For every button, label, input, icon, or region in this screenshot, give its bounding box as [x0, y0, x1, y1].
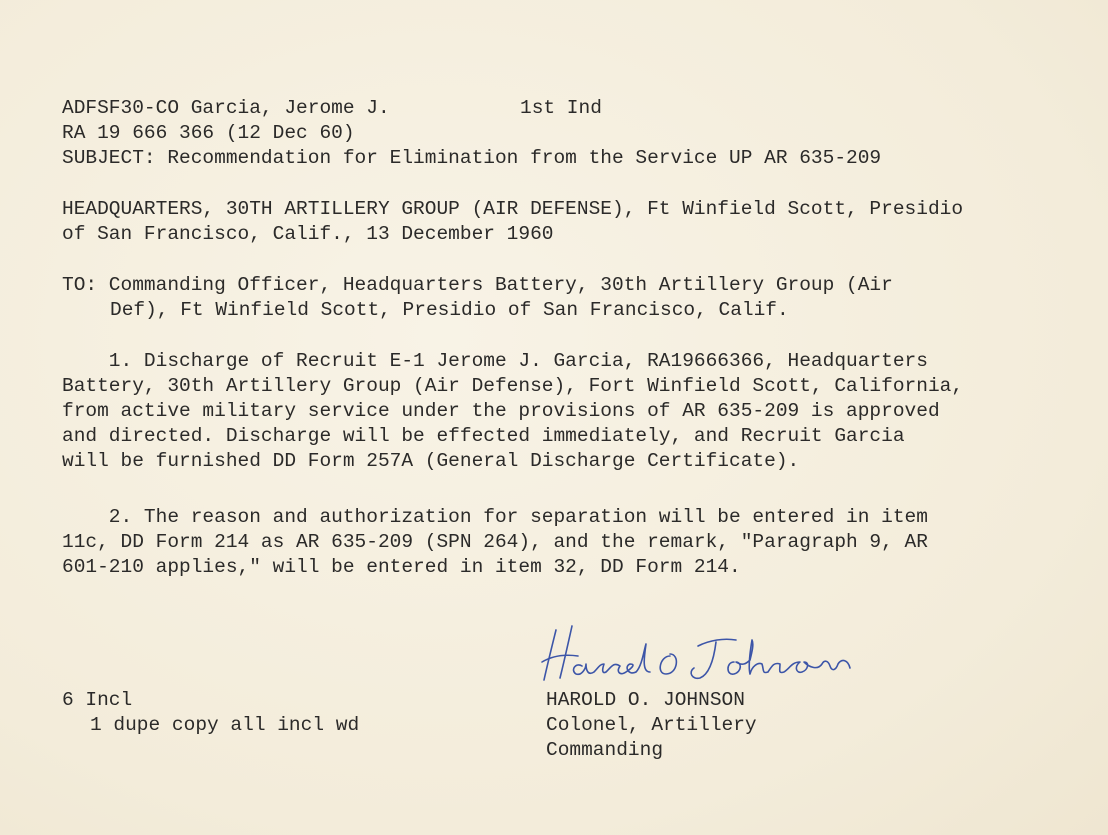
enclosure-note: 1 dupe copy all incl wd [90, 714, 360, 736]
to-line-1: TO: Commanding Officer, Headquarters Battery, 30th Artillery Group (Air [62, 274, 893, 296]
origin-line-2: of San Francisco, Calif., 13 December 1960 [62, 223, 554, 245]
origin-line-1: HEADQUARTERS, 30TH ARTILLERY GROUP (AIR DEFENSE), Ft Winfield Scott, Presidio [62, 198, 964, 220]
enclosure-count: 6 Incl [62, 689, 133, 711]
signer-rank: Colonel, Artillery [546, 714, 757, 736]
signature-icon [538, 622, 878, 694]
paragraph-1-line: from active military service under the provisions of AR 635-209 is approved [62, 400, 940, 422]
paragraph-2-line: 11c, DD Form 214 as AR 635-209 (SPN 264), and the remark, "Paragraph 9, AR [62, 531, 928, 553]
file-reference: ADFSF30-CO Garcia, Jerome J. [62, 97, 390, 119]
subject-line: SUBJECT: Recommendation for Elimination from the Service UP AR 635-209 [62, 147, 882, 169]
paragraph-1-line: and directed. Discharge will be effected immediately, and Recruit Garcia [62, 425, 905, 447]
paragraph-1-line: 1. Discharge of Recruit E-1 Jerome J. Garcia, RA19666366, Headquarters [62, 350, 928, 372]
paragraph-2-line: 601-210 applies," will be entered in item 32, DD Form 214. [62, 556, 741, 578]
signer-role: Commanding [546, 739, 664, 761]
service-number: RA 19 666 366 (12 Dec 60) [62, 122, 355, 144]
paragraph-2-line: 2. The reason and authorization for separation will be entered in item [62, 506, 928, 528]
indorsement-label: 1st Ind [520, 97, 602, 119]
handwritten-signature [538, 622, 878, 694]
to-line-2: Def), Ft Winfield Scott, Presidio of San Francisco, Calif. [110, 299, 789, 321]
paragraph-1-line: Battery, 30th Artillery Group (Air Defense), Fort Winfield Scott, California, [62, 375, 964, 397]
signer-name: HAROLD O. JOHNSON [546, 689, 745, 711]
paragraph-1-line: will be furnished DD Form 257A (General Discharge Certificate). [62, 450, 800, 472]
